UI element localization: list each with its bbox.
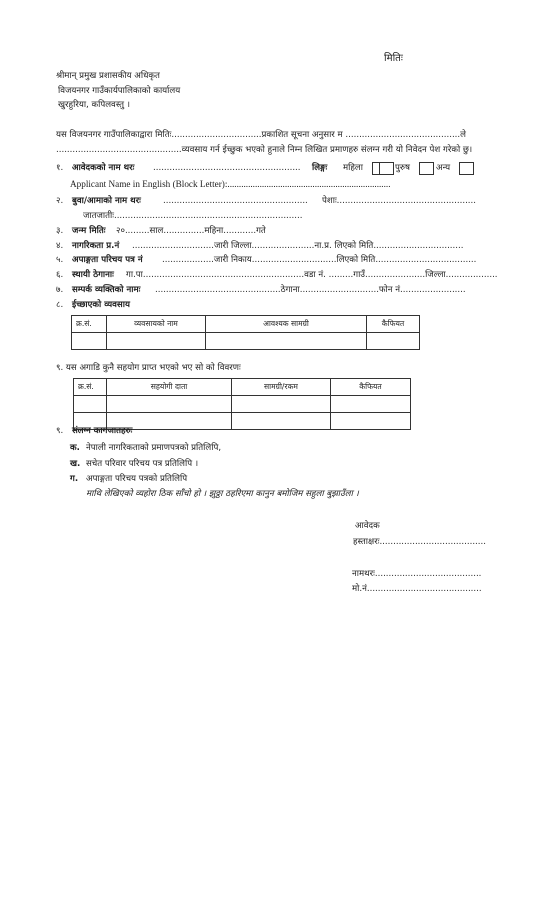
address-line-1: श्रीमान् प्रमुख प्रशासकीय अधिकृत: [56, 71, 160, 81]
table-cell[interactable]: [74, 396, 107, 413]
occupation-field[interactable]: पेशाः...................................................: [322, 196, 477, 206]
contact-person-label: सम्पर्क व्यक्तिको नामः: [72, 285, 141, 295]
attachments-number: ९.: [56, 426, 64, 436]
field-6-number: ६.: [56, 270, 64, 280]
table-header-cell: क्र.सं.: [72, 316, 107, 333]
field-3-number: ३.: [56, 226, 64, 236]
parent-name-field[interactable]: .....................................................: [163, 196, 308, 206]
applicant-name-label: आवेदकको नाम थरः: [72, 163, 135, 173]
citizenship-field[interactable]: ..............................जारी जिल्ला.......................ना.प्र. लिएको मिति.................................: [132, 241, 464, 251]
table-cell[interactable]: [206, 333, 367, 350]
permanent-address-field[interactable]: गा.पा...........................................................वडा नं. .........गाउँ......................जिल्ला...................: [126, 270, 498, 280]
applicant-name-field[interactable]: ......................................................: [153, 163, 301, 173]
citizenship-label: नागरिकता प्र.नं: [72, 241, 120, 251]
signer-name-field[interactable]: नामथरः.......................................: [352, 569, 482, 579]
attachments-title: संलग्न कागजातहरुः: [72, 426, 133, 436]
gender-female-label: महिला: [343, 163, 363, 173]
table-header-cell: क्र.सं.: [74, 379, 107, 396]
table-cell[interactable]: [72, 333, 107, 350]
assistance-table: [73, 378, 411, 430]
gender-male-checkbox-left[interactable]: [379, 162, 394, 175]
business-table: [71, 315, 420, 350]
field-8-number: ८.: [56, 300, 64, 310]
table-header-row: [74, 379, 411, 396]
table-header-cell: सहयोगी दाता: [107, 379, 232, 396]
table-cell[interactable]: [367, 333, 420, 350]
table-cell[interactable]: [232, 396, 331, 413]
permanent-address-label: स्थायी ठेगानाः: [72, 270, 114, 280]
attachment-item: नेपाली नागरिकताको प्रमाणपत्रको प्रतिलिपि,: [86, 443, 222, 453]
parent-name-label: बुवा/आमाको नाम थरः: [72, 196, 141, 206]
table-header-cell: व्यवसायको नाम: [107, 316, 206, 333]
signature-field[interactable]: हस्ताक्षरः.......................................: [353, 537, 486, 547]
caste-field[interactable]: जातजातीः.....................................................................: [83, 211, 303, 221]
dob-field[interactable]: २०.........साल...............महिना............गते: [116, 226, 266, 236]
disability-card-label: अपाङ्गता परिचय पत्र नं: [72, 255, 143, 265]
gender-other-label: अन्य: [436, 163, 451, 173]
intro-line-1: यस विजयनगर गाउँपालिकाद्वारा मितिः.................................प्रकाशित सूचना अनुसार म ..........................................ले: [56, 130, 466, 140]
gender-label: लिङ्गः: [312, 163, 328, 173]
attachment-letter: ग.: [70, 474, 79, 484]
english-name-field[interactable]: Applicant Name in English (Block Letter):.......................................................................: [70, 179, 391, 189]
table-cell[interactable]: [107, 396, 232, 413]
field-1-number: १.: [56, 163, 64, 173]
date-label: मितिः: [384, 53, 403, 64]
gender-other-checkbox[interactable]: [459, 162, 474, 175]
attachment-item: अपाङ्गता परिचय पत्रको प्रतिलिपि: [86, 474, 188, 484]
address-line-3: खुरहुरिया, कपिलवस्तु ।: [58, 100, 131, 110]
gender-male-label: पुरुष: [395, 163, 410, 173]
gender-male-checkbox[interactable]: [419, 162, 434, 175]
field-4-number: ४.: [56, 241, 64, 251]
declaration-text: माथि लेखिएको व्यहोरा ठिक साँचो हो । झुठ्ठा ठहरिएमा कानुन बमोजिम सहुला बुझाउँला ।: [86, 489, 359, 499]
address-line-2: विजयनगर गाउँकार्यपालिकाको कार्यालय: [58, 86, 181, 96]
field-2-number: २.: [56, 196, 64, 206]
intro-line-2: ..............................................व्यवसाय गर्न ईच्छुक भएको हुनाले निम्न लिखित प्रमाणहरु संलग्न गरी यो निवेदन पेश गरेको छु।: [56, 145, 473, 155]
table-header-cell: आवश्यक सामग्री: [206, 316, 367, 333]
table-row[interactable]: [74, 396, 411, 413]
attachment-item: सचेत परिवार परिचय पत्र प्रतिलिपि ।: [86, 459, 199, 469]
table-cell[interactable]: [232, 413, 331, 430]
dob-label: जन्म मितिः: [72, 226, 106, 236]
table-header-row: [72, 316, 420, 333]
attachment-letter: ख.: [70, 459, 81, 469]
field-5-number: ५.: [56, 255, 64, 265]
desired-business-label: ईच्छाएको व्यवसाय: [72, 300, 130, 310]
contact-person-field[interactable]: ..............................................ठेगाना.............................फोन नं........................: [155, 285, 466, 295]
disability-card-field[interactable]: ...................जारी निकाय...............................लिएको मिति.....................................: [162, 255, 477, 265]
mobile-number-field[interactable]: मो.नं..........................................: [352, 584, 482, 594]
table-header-cell: सामग्री/रकम: [232, 379, 331, 396]
attachment-letter: क.: [70, 443, 80, 453]
table-cell[interactable]: [331, 413, 411, 430]
table-header-cell: कैफियत: [331, 379, 411, 396]
table-header-cell: कैफियत: [367, 316, 420, 333]
table-cell[interactable]: [107, 333, 206, 350]
table-cell[interactable]: [331, 396, 411, 413]
table-row[interactable]: [72, 333, 420, 350]
previous-help-heading: ९. यस अगाडि कुनै सहयोग प्राप्त भएको भए सो को विवरणः: [56, 363, 241, 373]
applicant-label: आवेदक: [355, 521, 380, 531]
field-7-number: ७.: [56, 285, 64, 295]
